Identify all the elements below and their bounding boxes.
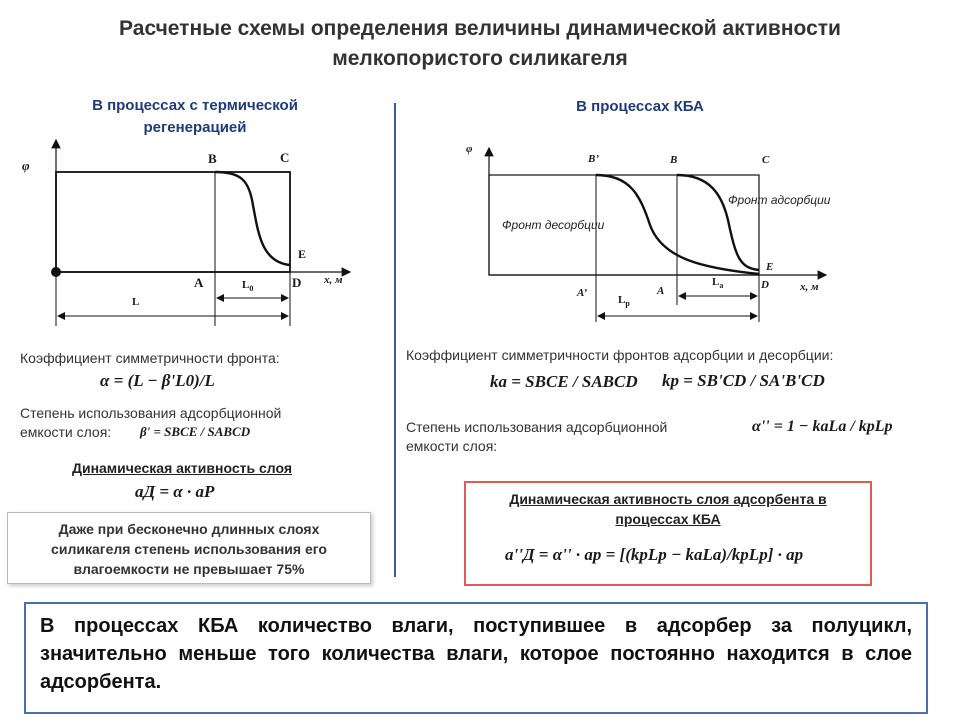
note-line-2: силикагеля степень использования его [51,541,327,557]
left-front-curve [215,172,290,265]
left-note-box [7,512,371,584]
left-x-label: x, м [324,274,343,286]
right-dyn-line-2: процессах КБА [615,511,721,527]
left-sym-formula: α = (L − β'L0)/L [100,371,215,390]
left-usage-formula: β' = SBCE / SABCD [140,424,251,439]
bottom-conclusion: В процессах КБА количество влаги, поступившее в адсорбер за полуцикл, значительно меньше того количества влаги, которое постоянно находится в слое адсорбента. [24,602,928,714]
left-usage-line-2: емкости слоя: [20,424,112,440]
left-heading-line-2: регенерацией [143,119,247,136]
title-line-1: Расчетные схемы определения величины динамической активности [119,17,841,40]
right-label-La: $L_a$ [712,276,724,291]
right-phi-label: φ [466,143,473,155]
right-usage-formula: α'' = 1 − kaLa / kpLp [752,418,893,435]
left-usage-line-1: Степень использования адсорбционной [20,405,282,421]
column-divider [394,103,396,577]
right-desorption-curve [596,175,759,274]
right-label-C: C [762,154,770,166]
left-label-B: B [208,151,217,166]
left-rect [56,172,290,272]
right-heading: В процессах КБА [576,98,704,115]
left-dyn-heading: Динамическая активность слоя [71,460,292,476]
left-label-D: D [292,275,302,290]
right-label-E: E [766,261,774,273]
right-dyn-line-1: Динамическая активность слоя адсорбента в [509,491,827,507]
left-heading-line-1: В процессах с термической [92,97,298,114]
right-front-des-label: Фронт десорбции [502,218,605,232]
right-adsorption-curve [677,175,759,270]
slide-title [40,14,920,74]
right-label-B1: B’ [588,153,599,165]
right-usage-label [406,418,667,456]
note-line-1: Даже при бесконечно длинных слоях [58,521,320,537]
title-line-2: мелкопористого силикагеля [332,47,628,70]
origin-dot [51,267,61,277]
right-dyn-heading [470,489,866,529]
right-label-A: A [657,285,665,297]
left-heading [50,95,340,139]
right-ka-formula: ka = SBCE / SABCD [490,372,638,391]
right-label-D: D [761,279,769,291]
left-label-E: E [298,247,307,261]
right-front-ads-label: Фронт адсорбции [728,193,831,207]
left-label-C: C [280,150,290,165]
right-label-B: B [670,154,678,166]
left-label-L0: $L_0$ [242,279,254,294]
right-usage-line-2: емкости слоя: [406,438,498,454]
right-label-A1: A’ [577,287,588,299]
left-label-A: A [194,275,204,290]
right-kp-formula: kp = SB'CD / SA'B'CD [662,371,825,390]
left-sym-label: Коэффициент симметричности фронта: [20,350,280,366]
left-phi-label: φ [22,158,30,173]
right-x-label: x, м [800,281,819,293]
left-dyn-formula: aД = α · aP [135,482,215,501]
right-dyn-formula: a''Д = α'' · ap = [(kpLp − kaLa)/kpLp] · ap [505,545,804,564]
right-label-Lp: $L_p$ [618,294,630,309]
right-sym-label: Коэффициент симметричности фронтов адсорбции и десорбции: [406,347,834,363]
note-line-3: влагоемкости не превышает 75% [73,561,305,577]
right-usage-line-1: Степень использования адсорбционной [406,419,668,435]
left-label-L: L [132,296,140,308]
